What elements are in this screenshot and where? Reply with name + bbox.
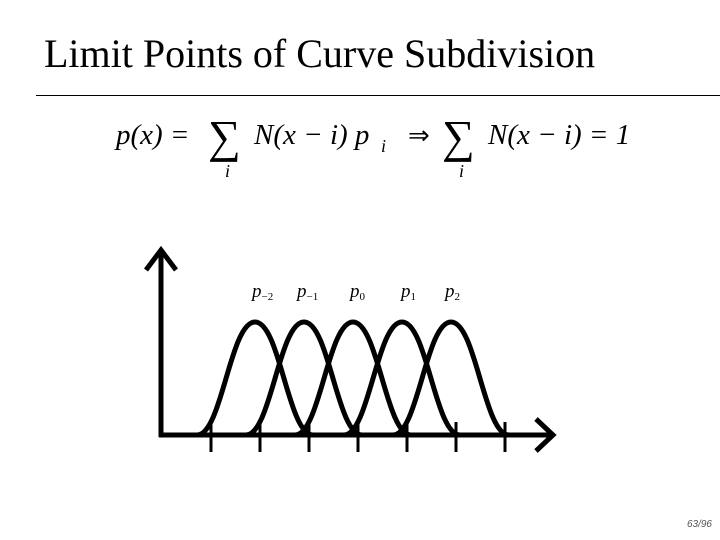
formula-term-subscript: i [381,136,387,156]
label-p-minus-1: p−1 [297,281,319,303]
label-p-1: p1 [401,281,416,303]
basis-curve [344,322,460,435]
basis-functions [197,322,509,435]
sum-symbol-1: ∑ [208,111,241,162]
formula-lhs: p(x) = [116,119,190,151]
slide-title: Limit Points of Curve Subdivision [44,31,596,76]
label-p-minus-2: p−2 [252,281,274,303]
basis-curve [393,322,509,435]
control-point-labels [250,281,460,303]
label-p-0: p0 [350,281,365,303]
formula-term-2: N(x − i) = 1 [488,119,631,151]
basis-curve [246,322,362,435]
label-p-2: p2 [445,281,460,303]
implies-symbol: ⇒ [408,121,430,151]
basis-curve [197,322,313,435]
basis-curve [295,322,411,435]
formula-term: N(x − i) p [254,119,370,151]
sum-index-2: i [459,161,465,181]
sum-index-1: i [225,161,231,181]
sum-symbol-2: ∑ [442,111,475,162]
page-number: 63/96 [686,519,712,530]
